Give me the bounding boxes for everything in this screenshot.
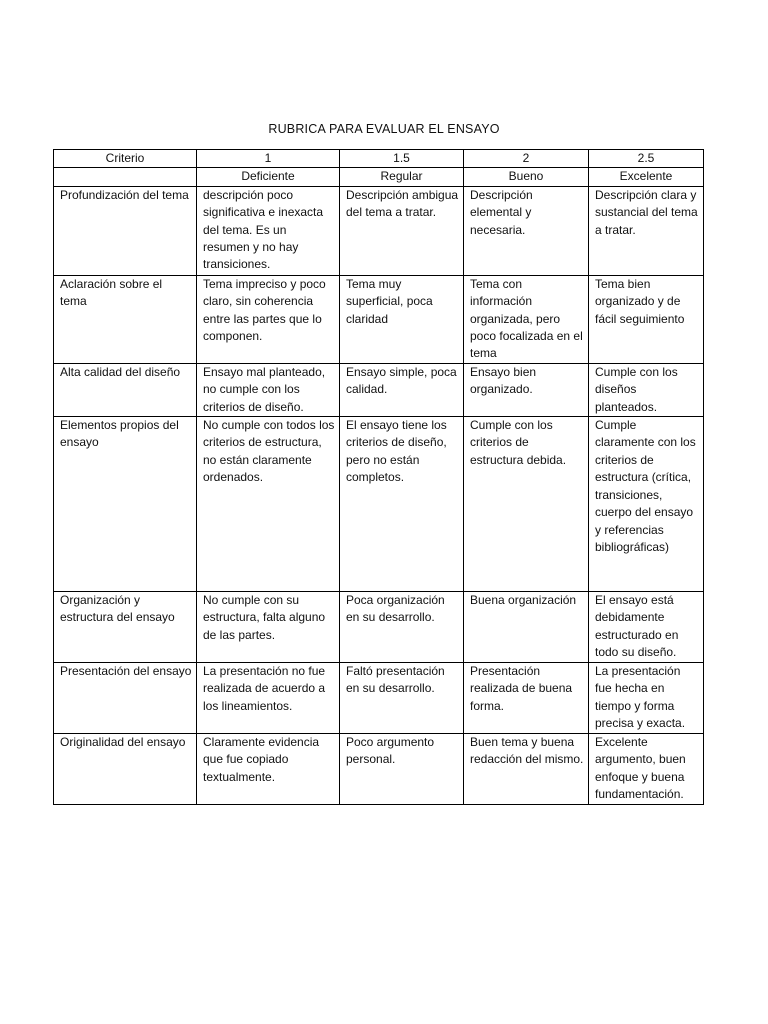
- rubric-cell: Presentación realizada de buena forma.: [464, 662, 589, 733]
- header-score-1-5: 1.5: [340, 150, 464, 168]
- criterion-cell: Aclaración sobre el tema: [54, 275, 197, 363]
- rubric-cell: Descripción elemental y necesaria.: [464, 186, 589, 275]
- rubric-cell: La presentación fue hecha en tiempo y forma precisa y exacta.: [589, 662, 704, 733]
- header-row-scores: [54, 150, 704, 168]
- table-row: [54, 592, 704, 663]
- rubric-cell: Tema impreciso y poco claro, sin coherencia entre las partes que lo componen.: [197, 275, 340, 363]
- rubric-cell: La presentación no fue realizada de acuerdo a los lineamientos.: [197, 662, 340, 733]
- rubric-table: [53, 149, 704, 805]
- rubric-cell: Tema muy superficial, poca claridad: [340, 275, 464, 363]
- criterion-cell: Organización y estructura del ensayo: [54, 592, 197, 663]
- rubric-cell: Descripción ambigua del tema a tratar.: [340, 186, 464, 275]
- table-row: [54, 662, 704, 733]
- rubric-cell: Tema con información organizada, pero poco focalizada en el tema: [464, 275, 589, 363]
- header-level-deficiente: Deficiente: [197, 168, 340, 186]
- rubric-cell: El ensayo tiene los criterios de diseño, pero no están completos.: [340, 417, 464, 592]
- rubric-cell: Buen tema y buena redacción del mismo.: [464, 733, 589, 804]
- criterion-cell: Profundización del tema: [54, 186, 197, 275]
- rubric-cell: Ensayo simple, poca calidad.: [340, 363, 464, 416]
- rubric-cell: Descripción clara y sustancial del tema a tratar.: [589, 186, 704, 275]
- rubric-cell: Ensayo bien organizado.: [464, 363, 589, 416]
- table-row: [54, 363, 704, 416]
- header-level-bueno: Bueno: [464, 168, 589, 186]
- header-level-excelente: Excelente: [589, 168, 704, 186]
- rubric-cell: descripción poco significativa e inexacta del tema. Es un resumen y no hay transiciones.: [197, 186, 340, 275]
- header-score-2: 2: [464, 150, 589, 168]
- rubric-cell: Buena organización: [464, 592, 589, 663]
- header-score-2-5: 2.5: [589, 150, 704, 168]
- header-criterion: Criterio: [54, 150, 197, 168]
- rubric-cell: El ensayo está debidamente estructurado en todo su diseño.: [589, 592, 704, 663]
- rubric-cell: Cumple con los criterios de estructura debida.: [464, 417, 589, 592]
- rubric-cell: Ensayo mal planteado, no cumple con los criterios de diseño.: [197, 363, 340, 416]
- criterion-cell: Originalidad del ensayo: [54, 733, 197, 804]
- header-level-empty: [54, 168, 197, 186]
- header-score-1: 1: [197, 150, 340, 168]
- rubric-cell: Tema bien organizado y de fácil seguimiento: [589, 275, 704, 363]
- rubric-cell: Poco argumento personal.: [340, 733, 464, 804]
- table-row: [54, 733, 704, 804]
- header-row-levels: [54, 168, 704, 186]
- rubric-cell: Cumple claramente con los criterios de estructura (crítica, transiciones, cuerpo del ensayo y referencias bibliográficas): [589, 417, 704, 592]
- table-row: [54, 186, 704, 275]
- rubric-cell: Excelente argumento, buen enfoque y buena fundamentación.: [589, 733, 704, 804]
- rubric-cell: Claramente evidencia que fue copiado textualmente.: [197, 733, 340, 804]
- criterion-cell: Presentación del ensayo: [54, 662, 197, 733]
- criterion-cell: Alta calidad del diseño: [54, 363, 197, 416]
- rubric-cell: No cumple con su estructura, falta alguno de las partes.: [197, 592, 340, 663]
- rubric-cell: Faltó presentación en su desarrollo.: [340, 662, 464, 733]
- criterion-cell: Elementos propios del ensayo: [54, 417, 197, 592]
- rubric-cell: No cumple con todos los criterios de estructura, no están claramente ordenados.: [197, 417, 340, 592]
- document-title: RUBRICA PARA EVALUAR EL ENSAYO: [268, 122, 500, 136]
- rubric-cell: Cumple con los diseños planteados.: [589, 363, 704, 416]
- header-level-regular: Regular: [340, 168, 464, 186]
- table-row: [54, 275, 704, 363]
- rubric-cell: Poca organización en su desarrollo.: [340, 592, 464, 663]
- table-row: [54, 417, 704, 592]
